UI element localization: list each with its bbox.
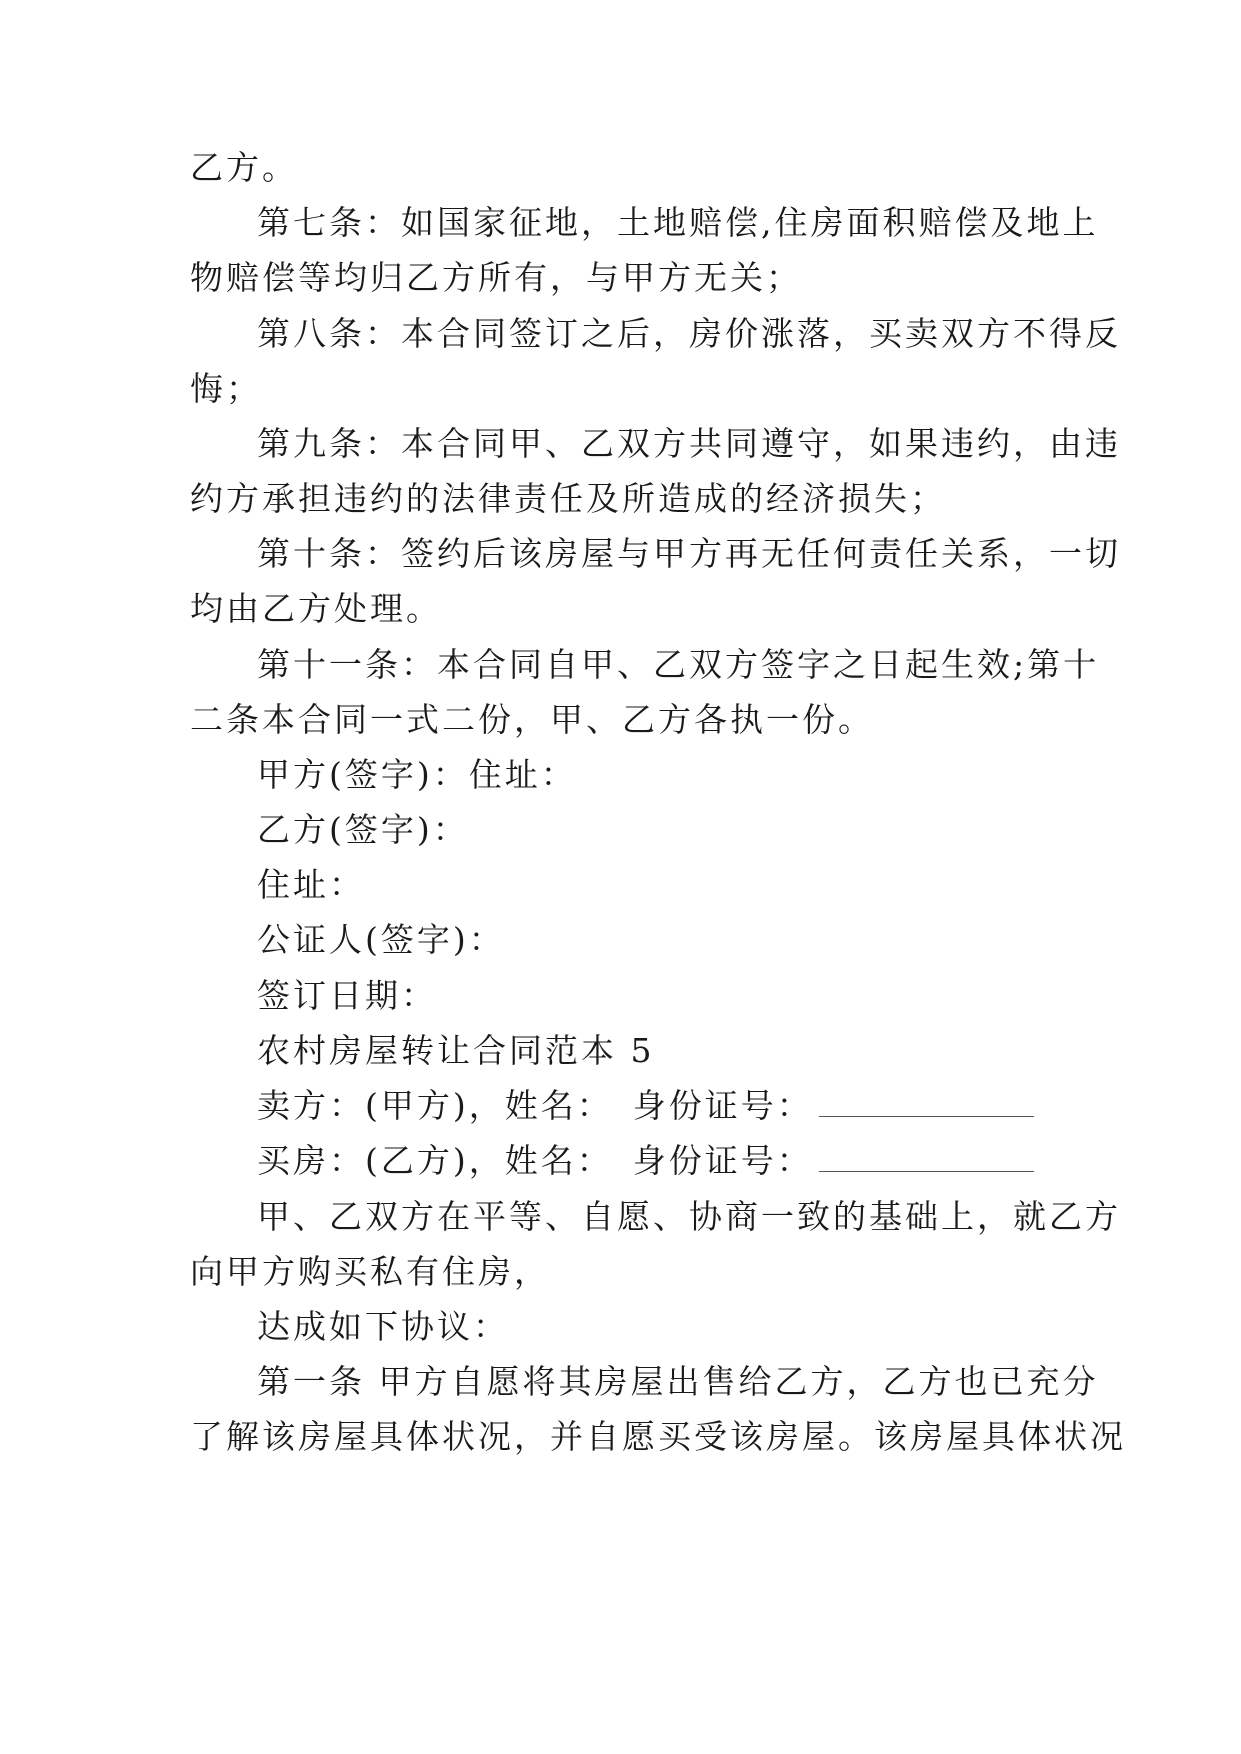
clause-8-line-1: 第八条：本合同签订之后，房价涨落，买卖双方不得反 [257,314,1121,353]
seller-id-blank [819,1086,1034,1117]
buyer-line [257,1141,1060,1181]
clause-7-line-2: 物赔偿等均归乙方所有，与甲方无关； [190,258,802,297]
clause-7-line-1: 第七条：如国家征地，土地赔偿,住房面积赔偿及地上 [257,203,1099,242]
buyer-name-label: 买房：(乙方)，姓名： [257,1141,613,1180]
clause-11-line-2: 二条本合同一式二份，甲、乙方各执一份。 [190,700,874,739]
party-a-signature: 甲方(签字)：住址： [257,755,577,794]
article-1-line-1: 第一条 甲方自愿将其房屋出售给乙方，乙方也已充分 [257,1362,1099,1401]
buyer-id-blank [819,1141,1034,1172]
buyer-id-label: 身份证号： [632,1141,813,1180]
section-title: 农村房屋转让合同范本 5 [257,1031,655,1070]
seller-id-label: 身份证号： [632,1086,813,1125]
preamble-line-2: 向甲方购买私有住房， [190,1252,550,1291]
address-label: 住址： [257,865,365,904]
signing-date: 签订日期： [257,976,437,1015]
seller-name-label: 卖方：(甲方)，姓名： [257,1086,613,1125]
notary-signature: 公证人(签字)： [257,920,505,959]
seller-line [257,1086,1060,1126]
clause-8-line-2: 悔； [190,369,262,408]
text-line: 乙方。 [190,148,298,187]
clause-10-line-2: 均由乙方处理。 [190,589,442,628]
agreement-intro: 达成如下协议： [257,1307,509,1346]
clause-10-line-1: 第十条：签约后该房屋与甲方再无任何责任关系，一切 [257,534,1121,573]
clause-9-line-2: 约方承担违约的法律责任及所造成的经济损失； [190,479,946,518]
clause-9-line-1: 第九条：本合同甲、乙双方共同遵守，如果违约，由违 [257,424,1121,463]
party-b-signature: 乙方(签字)： [257,810,469,849]
clause-11-line-1: 第十一条：本合同自甲、乙双方签字之日起生效;第十 [257,645,1100,684]
preamble-line-1: 甲、乙双方在平等、自愿、协商一致的基础上，就乙方 [257,1197,1121,1236]
article-1-line-2: 了解该房屋具体状况，并自愿买受该房屋。该房屋具体状况 [190,1417,1126,1456]
